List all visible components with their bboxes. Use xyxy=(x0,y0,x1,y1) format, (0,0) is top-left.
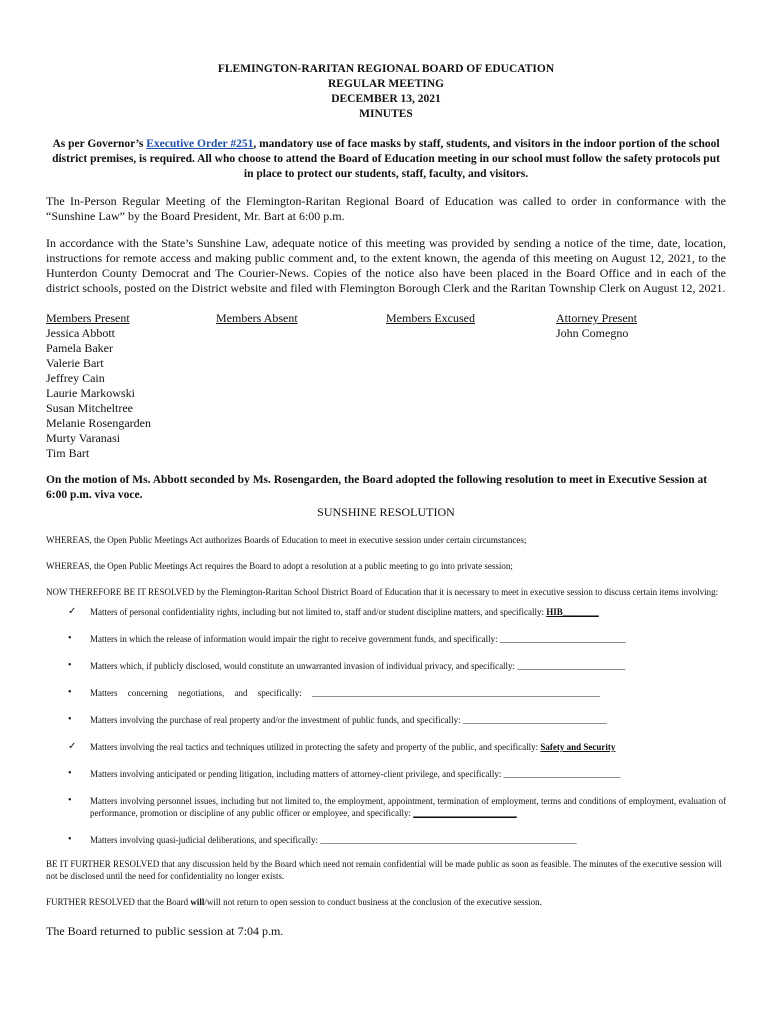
attorney-column xyxy=(556,311,726,461)
member-name: Pamela Baker xyxy=(46,341,113,355)
minutes-document xyxy=(46,62,726,939)
bullet-icon: • xyxy=(68,633,72,644)
member-name: Susan Mitcheltree xyxy=(46,401,133,415)
members-table xyxy=(46,311,726,461)
item-text: Matters which, if publicly disclosed, would constitute an unwarranted invasion of individual privacy, and specifically: xyxy=(90,661,518,671)
attorney-name: John Comegno xyxy=(556,326,629,340)
header-meeting: REGULAR MEETING xyxy=(328,78,444,90)
item-text: Matters in which the release of information would impair the right to receive government funds, and specifically: xyxy=(90,634,500,644)
notice-suffix: , mandatory use of face masks by staff, students, and visitors in the indoor portion of the school district premises, is required. All who choose to attend the Board of Education meeting in our school must follow the safety protocols put in place to protect our students, staff, faculty, and visitors. xyxy=(52,138,720,180)
list-item xyxy=(46,687,726,699)
item-fill: _______________________ xyxy=(413,808,517,818)
list-item xyxy=(46,633,726,645)
member-name: Tim Bart xyxy=(46,446,90,460)
members-excused-header: Members Excused xyxy=(386,311,475,325)
motion-text: On the motion of Ms. Abbott seconded by Ms. Rosengarden, the Board adopted the following resolution to meet in Executive Session at 6:00 p.m. viva voce. xyxy=(46,474,708,501)
member-name: Laurie Markowski xyxy=(46,386,135,400)
resolution-title: SUNSHINE RESOLUTION xyxy=(317,505,455,519)
bullet-icon: • xyxy=(68,768,72,779)
header-minutes: MINUTES xyxy=(359,108,413,120)
resolution-items xyxy=(46,606,726,846)
member-name: Jessica Abbott xyxy=(46,326,115,340)
whereas-2: WHEREAS, the Open Public Meetings Act requires the Board to adopt a resolution at a public meeting to go into private session; xyxy=(46,561,513,571)
member-name: Jeffrey Cain xyxy=(46,371,105,385)
item-text: Matters involving the real tactics and techniques utilized in protecting the safety and property of the public, and specifically: xyxy=(90,742,541,752)
members-absent-header: Members Absent xyxy=(216,311,298,325)
member-name: Murty Varanasi xyxy=(46,431,121,445)
bullet-icon: • xyxy=(68,834,72,845)
members-excused-column xyxy=(386,311,556,461)
member-name: Melanie Rosengarden xyxy=(46,416,151,430)
item-fill: HIB________ xyxy=(546,607,599,617)
list-item xyxy=(46,834,726,846)
bullet-icon: • xyxy=(68,795,72,806)
item-fill: ____________________________ xyxy=(499,634,626,644)
list-item xyxy=(46,741,726,753)
mask-notice xyxy=(46,137,726,182)
further2-prefix: FURTHER RESOLVED that the Board xyxy=(46,897,191,907)
checkmark-icon: ✓ xyxy=(68,606,77,617)
item-text: Matters involving personnel issues, including but not limited to, the employment, appointment, termination of employment, terms and conditions of employment, evaluation of performance, promotion or discipline of any public officer or employee, and specifically: xyxy=(90,796,726,818)
list-item xyxy=(46,606,726,618)
item-fill: Safety and Security xyxy=(540,742,616,752)
member-name: Valerie Bart xyxy=(46,356,104,370)
sunshine-notice-paragraph: In accordance with the State’s Sunshine Law, adequate notice of this meeting was provided by sending a notice of the time, date, location, instructions for remote access and making public comment and, to the extent known, the agenda of this meeting on August 12, 2021, to the Hunterdon County Democrat and The Courier-News. Copies of the notice also have been placed in the Board Office and in each of the district schools, posted on the District website and filed with Flemington Borough Clerk and the Raritan Township Clerk on August 12, 2021. xyxy=(46,236,726,295)
document-header xyxy=(46,62,726,122)
closing-line: The Board returned to public session at 7:04 p.m. xyxy=(46,924,284,938)
header-org: FLEMINGTON-RARITAN REGIONAL BOARD OF EDUCATION xyxy=(217,63,555,75)
members-absent-column xyxy=(216,311,386,461)
item-text: Matters of personal confidentiality rights, including but not limited to, staff and/or student discipline matters, and specifically: xyxy=(90,607,547,617)
list-item xyxy=(46,714,726,726)
item-fill: ________________________________ xyxy=(462,715,607,725)
item-text: Matters involving quasi-judicial deliberations, and specifically: xyxy=(90,835,321,845)
further2-bold: will xyxy=(190,897,205,907)
call-to-order-paragraph: The In-Person Regular Meeting of the Flemington-Raritan Regional Board of Education was called to order in conformance with the “Sunshine Law” by the Board President, Mr. Bart at 6:00 p.m. xyxy=(46,194,726,223)
item-fill: ________________________ xyxy=(517,661,626,671)
item-fill: _________________________________________________________ xyxy=(320,835,577,845)
further-resolved-2 xyxy=(46,896,726,908)
list-item xyxy=(46,768,726,780)
checkmark-icon: ✓ xyxy=(68,741,77,752)
list-item xyxy=(46,795,726,819)
executive-order-link[interactable]: Executive Order #251 xyxy=(146,138,254,150)
attorney-header: Attorney Present xyxy=(556,311,637,325)
members-present-column xyxy=(46,311,216,461)
bullet-icon: • xyxy=(68,660,72,671)
bullet-icon: • xyxy=(68,714,72,725)
bullet-icon: • xyxy=(68,687,72,698)
members-present-header: Members Present xyxy=(46,311,130,325)
item-fill: ________________________________________________________________ xyxy=(311,688,600,698)
now-therefore: NOW THEREFORE BE IT RESOLVED by the Flemington-Raritan School District Board of Education that it is necessary to meet in executive session to discuss certain items involving: xyxy=(46,587,719,597)
item-text: Matters concerning negotiations, and specifically: xyxy=(90,688,312,698)
item-text: Matters involving anticipated or pending litigation, including matters of attorney-client privilege, and specifically: xyxy=(90,769,504,779)
whereas-1: WHEREAS, the Open Public Meetings Act authorizes Boards of Education to meet in executive session under certain circumstances; xyxy=(46,535,527,545)
list-item xyxy=(46,660,726,672)
notice-prefix: As per Governor’s xyxy=(52,138,147,150)
further2-suffix: /will not return to open session to conduct business at the conclusion of the executive session. xyxy=(204,897,542,907)
item-text: Matters involving the purchase of real property and/or the investment of public funds, and specifically: xyxy=(90,715,463,725)
header-date: DECEMBER 13, 2021 xyxy=(331,93,441,105)
further-resolved-1: BE IT FURTHER RESOLVED that any discussion held by the Board which need not remain confidential will be made public as soon as feasible. The minutes of the executive session will not be disclosed until the need for confidentiality no longer exists. xyxy=(46,859,722,881)
item-fill: __________________________ xyxy=(503,769,621,779)
